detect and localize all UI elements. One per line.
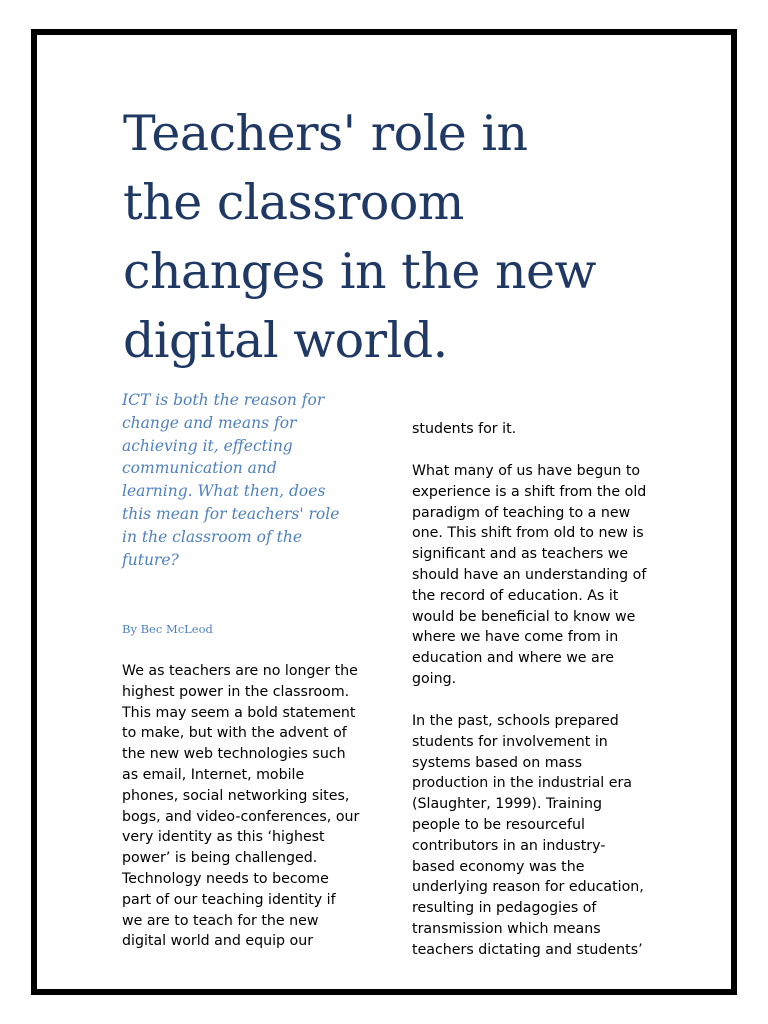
body-line: the new web technologies such (122, 746, 346, 763)
body-line: paradigm of teaching to a new (412, 504, 631, 521)
body-line: we are to teach for the new (122, 912, 319, 929)
title-line: Teachers' role in (123, 105, 528, 162)
body-line: underlying reason for education, (412, 879, 644, 896)
body-line: highest power in the classroom. (122, 683, 350, 700)
body-line: In the past, schools prepared (412, 713, 619, 729)
body-line: We as teachers are no longer the (122, 663, 358, 679)
body-paragraph (412, 419, 516, 440)
title-line: the classroom (123, 174, 464, 231)
body-line: going. (412, 670, 457, 687)
body-line: production in the industrial era (412, 775, 632, 792)
body-line: contributors in an industry- (412, 837, 606, 854)
lead-paragraph (122, 389, 382, 571)
body-line: to make, but with the advent of (122, 725, 347, 742)
body-line: very identity as this ‘highest (122, 829, 325, 846)
page-border (31, 29, 737, 995)
body-line: should have an understanding of (412, 566, 647, 583)
byline: By Bec McLeod (122, 622, 213, 636)
body-line: would be beneficial to know we (412, 608, 636, 625)
body-line: one. This shift from old to new is (412, 525, 644, 542)
lead-line: communication and (122, 459, 277, 478)
lead-line: this mean for teachers' role (122, 504, 340, 523)
body-line: power’ is being challenged. (122, 850, 318, 867)
body-line: systems based on mass (412, 754, 583, 771)
lead-line: learning. What then, does (122, 482, 326, 501)
body-line: people to be resourceful (412, 816, 585, 833)
body-paragraph (122, 661, 359, 952)
body-line: students for it. (412, 421, 517, 437)
body-line: teachers dictating and students’ (412, 941, 643, 958)
left-column (122, 389, 382, 950)
lead-line: future? (122, 550, 179, 569)
body-line: students for involvement in (412, 733, 608, 750)
body-line: where we have come from in (412, 629, 619, 646)
body-line: significant and as teachers we (412, 546, 629, 563)
body-line: phones, social networking sites, (122, 787, 350, 804)
body-line: (Slaughter, 1999). Training (412, 796, 602, 813)
body-line: resulting in pedagogies of (412, 900, 597, 917)
article-title (123, 99, 683, 375)
body-line: transmission which means (412, 920, 601, 937)
lead-line: change and means for (122, 413, 297, 432)
body-line: What many of us have begun to (412, 463, 641, 479)
title-line: changes in the new (123, 243, 596, 300)
body-line: Technology needs to become (122, 870, 329, 887)
lead-line: achieving it, effecting (122, 436, 293, 455)
body-line: This may seem a bold statement (122, 704, 356, 721)
body-line: education and where we are (412, 650, 614, 667)
body-paragraph (412, 461, 646, 690)
body-line: digital world and equip our (122, 933, 314, 950)
lead-line: in the classroom of the (122, 527, 303, 546)
title-line: digital world. (123, 312, 448, 369)
body-line: as email, Internet, mobile (122, 766, 305, 783)
body-line: based economy was the (412, 858, 585, 875)
body-line: experience is a shift from the old (412, 483, 647, 500)
body-line: the record of education. As it (412, 587, 619, 604)
lead-line: ICT is both the reason for (122, 391, 325, 409)
body-paragraph (412, 711, 644, 961)
body-line: part of our teaching identity if (122, 891, 336, 908)
body-line: bogs, and video-conferences, our (122, 808, 360, 825)
